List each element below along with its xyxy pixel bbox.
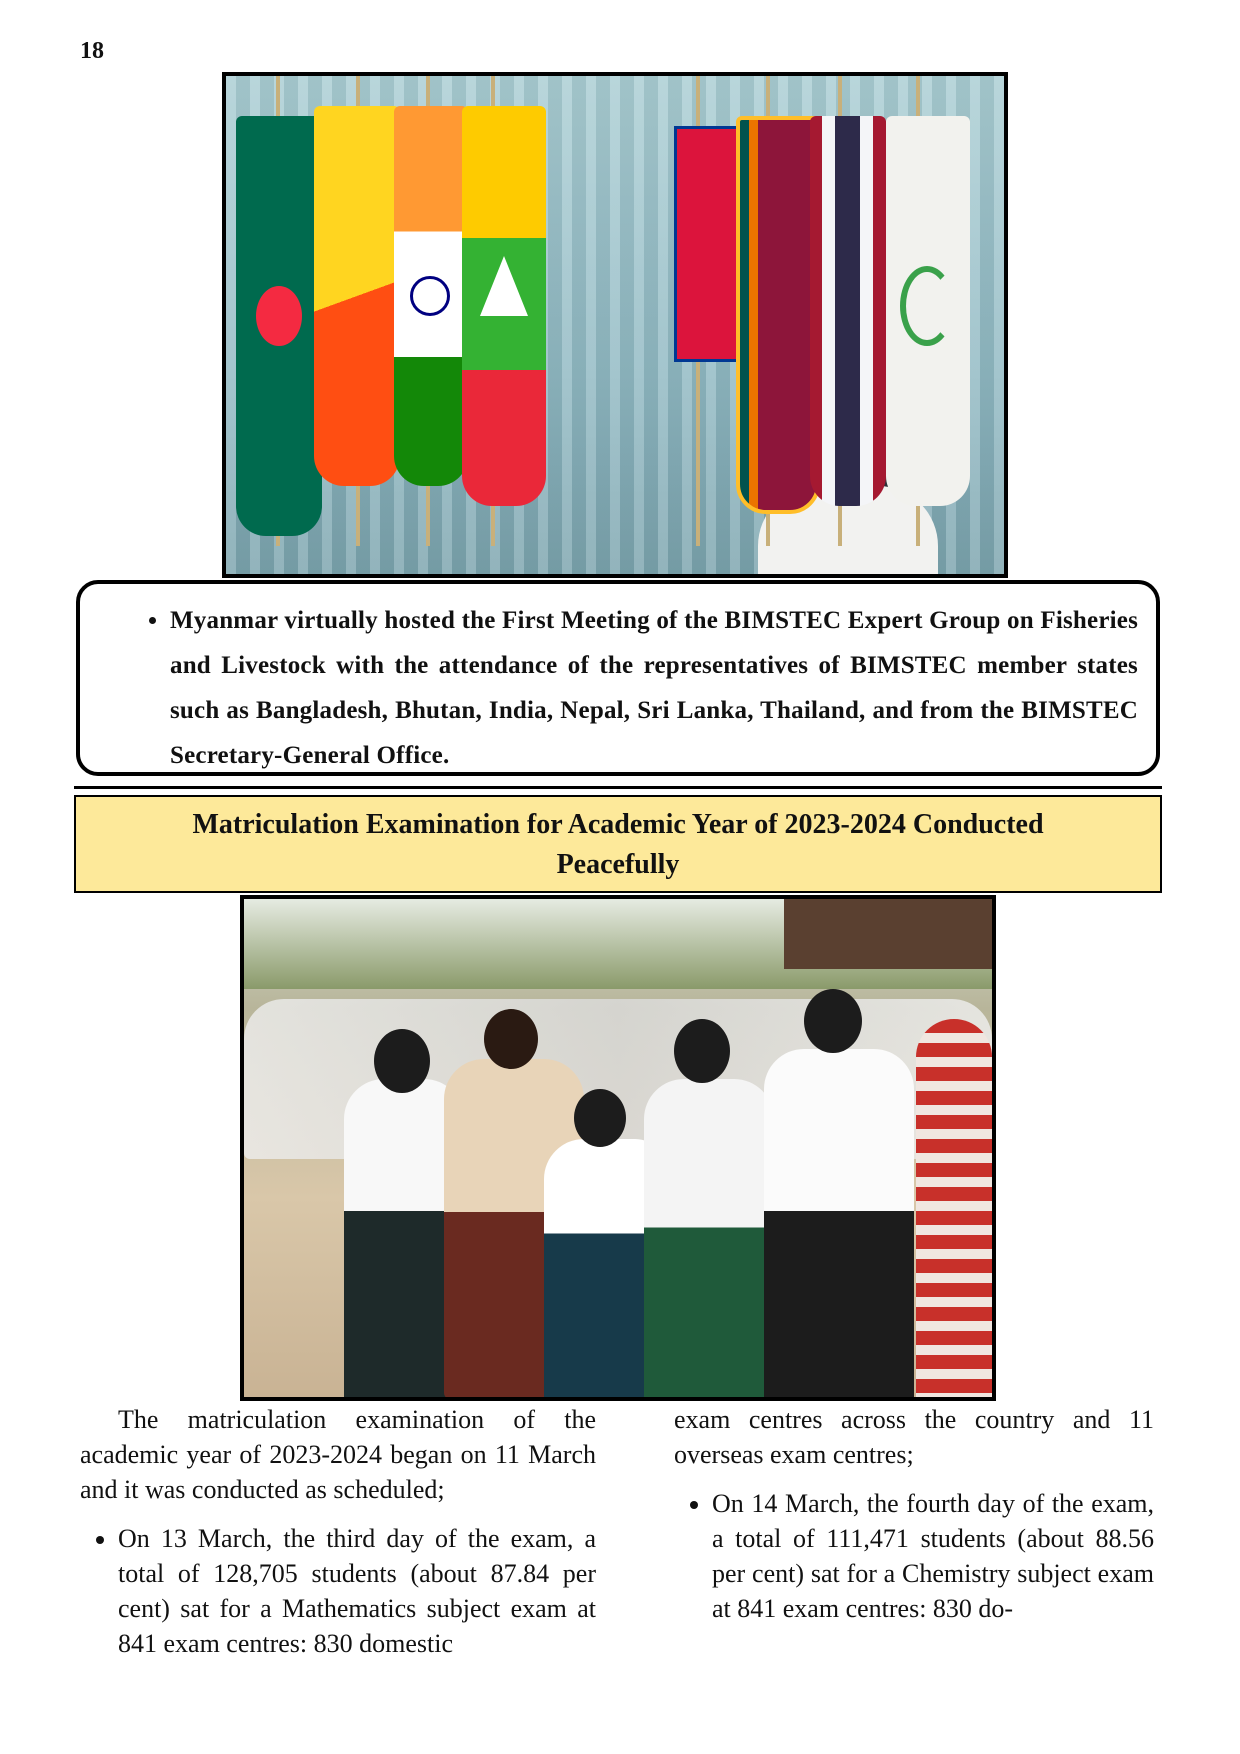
bullet-item-14-march: • On 14 March, the fourth day of the exam, a total of 111,471 students (about 88.56 per cent) sat for a Chemistry subject exam at 841 exam centres: 830 do- [712,1486,1154,1626]
photo-caption-box [76,580,1160,776]
sri-lanka-flag [736,116,820,514]
myanmar-flag [462,106,546,506]
section-divider [74,786,1162,789]
bimstec-meeting-photo [222,72,1008,578]
page-number: 18 [80,38,104,64]
student-head [574,1089,626,1147]
bimstec-logo-icon [900,266,954,346]
article-intro: The matriculation examination of the academic year of 2023-2024 began on 11 March and it was conducted as scheduled; [80,1405,596,1504]
nepal-flag [674,126,740,362]
bullet-list-left [80,1521,596,1661]
student-right [764,1049,914,1401]
bullet-list-right [674,1486,1154,1626]
bhutan-flag [314,106,400,486]
building [784,899,992,969]
student-center [644,1079,774,1401]
thailand-flag [810,116,886,506]
article-heading-line2: Peacefully [556,849,680,880]
article-heading-line1: Matriculation Examination for Academic Year of 2023-2024 Conducted [192,809,1044,840]
students-celebrating-photo [240,895,996,1401]
body-column-left [80,1402,596,1661]
myanmar-star-icon [480,256,528,316]
bangladesh-flag [236,116,322,536]
body-column-right [674,1402,1154,1626]
student-head [804,989,862,1053]
ashoka-chakra-icon [410,276,450,316]
bimstec-flag [886,116,970,506]
article-heading [74,795,1162,893]
student-head [674,1019,730,1083]
caption-list [130,598,1138,778]
teacher-head [484,1009,538,1069]
india-flag [394,106,468,486]
bullet-continuation: exam centres across the country and 11 overseas exam centres; [674,1405,1154,1469]
man-striped-shirt [916,1019,992,1401]
bangladesh-flag-disc [256,286,302,346]
student-head [374,1029,430,1093]
caption-text: • Myanmar virtually hosted the First Meeting of the BIMSTEC Expert Group on Fisheries and Livestock with the attendance of the representatives of BIMSTEC member states such as Bangladesh, Bhutan, India, Nepal, Sri Lanka, Thailand, and from the BIMSTEC Secretary-General Office. [170,598,1138,778]
bullet-item-13-march: • On 13 March, the third day of the exam, a total of 128,705 students (about 87.84 per cent) sat for a Mathematics subject exam at 841 exam centres: 830 domestic [118,1521,596,1661]
